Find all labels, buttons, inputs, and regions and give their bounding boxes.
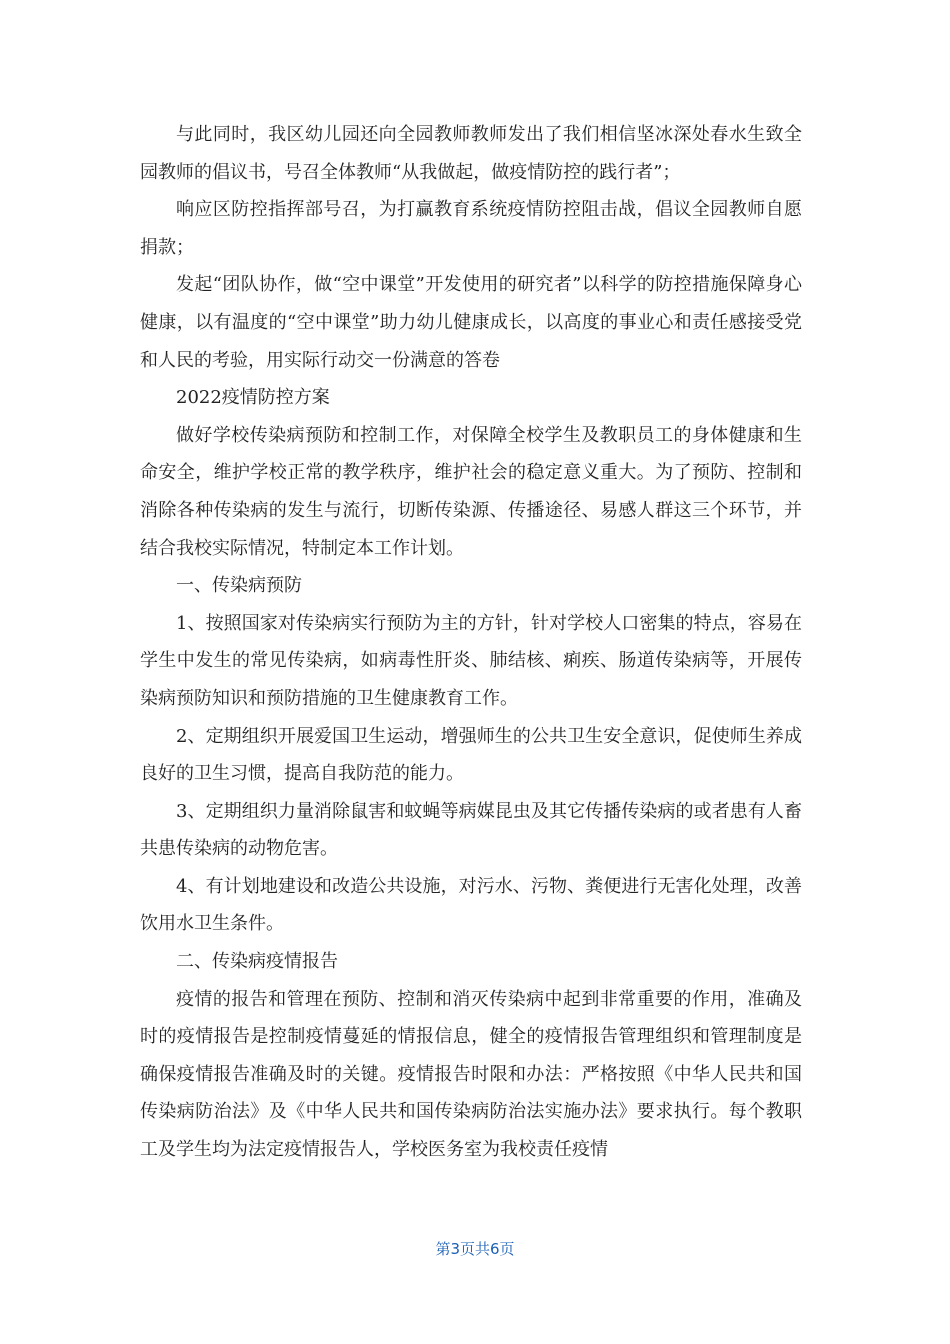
paragraph-3: 发起“团队协作，做“空中课堂”开发使用的研究者”以科学的防控措施保障身心健康，以有温度的“空中课堂”助力幼儿健康成长，以高度的事业心和责任感接受党和人民的考验，用实际行动交一份满意的答卷 (140, 274, 802, 371)
heading-prevention: 一、传染病预防 (176, 575, 302, 597)
page-number-footer: 第3页共6页 (435, 1240, 515, 1258)
document-body (140, 116, 802, 1169)
paragraph-1: 与此同时，我区幼儿园还向全园教师教师发出了我们相信坚冰深处春水生致全园教师的倡议书，号召全体教师“从我做起，做疫情防控的践行者”； (140, 124, 802, 183)
list-item-1: 1、按照国家对传染病实行预防为主的方针，针对学校人口密集的特点，容易在学生中发生的常见传染病，如病毒性肝炎、肺结核、痢疾、肠道传染病等，开展传染病预防知识和预防措施的卫生健康教育工作。 (140, 612, 802, 709)
list-item-4: 4、有计划地建设和改造公共设施，对污水、污物、粪便进行无害化处理，改善饮用水卫生条件。 (140, 875, 802, 935)
section-title-plan: 2022疫情防控方案 (176, 387, 330, 409)
paragraph-2: 响应区防控指挥部号召，为打赢教育系统疫情防控阻击战，倡议全园教师自愿捐款； (140, 199, 802, 258)
heading-report: 二、传染病疫情报告 (176, 951, 338, 973)
list-item-3: 3、定期组织力量消除鼠害和蚊蝇等病媒昆虫及其它传播传染病的或者患有人畜共患传染病的动物危害。 (140, 800, 802, 860)
paragraph-5: 做好学校传染病预防和控制工作，对保障全校学生及教职员工的身体健康和生命安全，维护学校正常的教学秩序，维护社会的稳定意义重大。为了预防、控制和消除各种传染病的发生与流行，切断传染源、传播途径、易感人群这三个环节，并结合我校实际情况，特制定本工作计划。 (140, 424, 802, 559)
list-item-2: 2、定期组织开展爱国卫生运动，增强师生的公共卫生安全意识，促使师生养成良好的卫生习惯，提高自我防范的能力。 (140, 725, 802, 785)
paragraph-12: 疫情的报告和管理在预防、控制和消灭传染病中起到非常重要的作用，准确及时的疫情报告是控制疫情蔓延的情报信息，健全的疫情报告管理组织和管理制度是确保疫情报告准确及时的关键。疫情报告时限和办法：严格按照《中华人民共和国传染病防治法》及《中华人民共和国传染病防治法实施办法》要求执行。每个教职工及学生均为法定疫情报告人，学校医务室为我校责任疫情 (140, 988, 802, 1161)
